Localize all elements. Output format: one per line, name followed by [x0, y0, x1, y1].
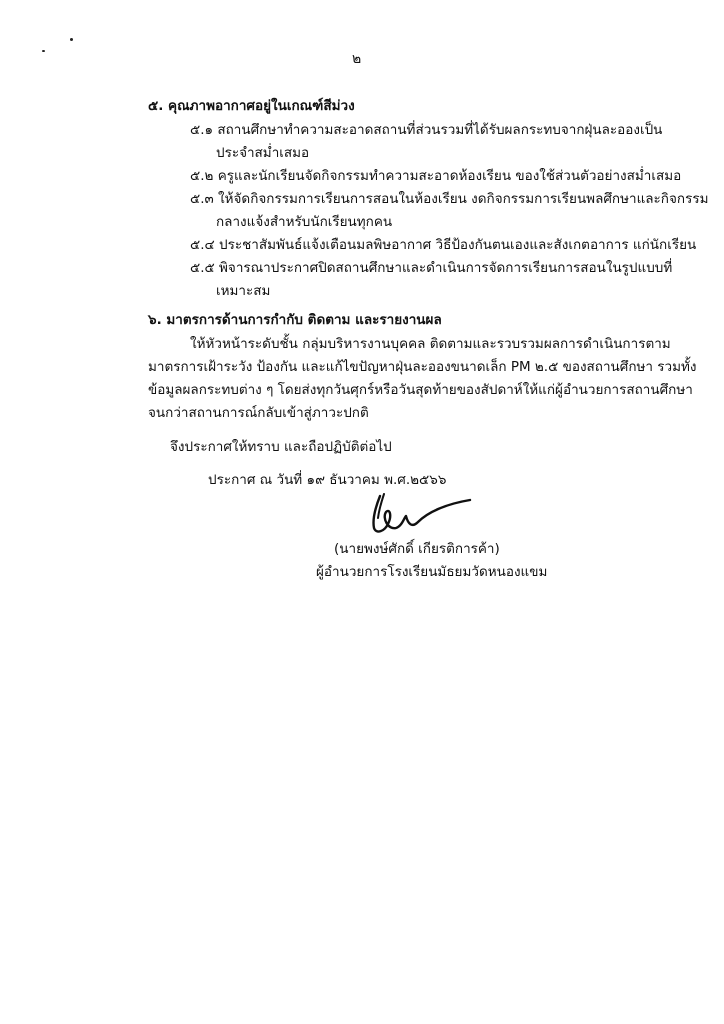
signatory-name: (นายพงษ์ศักดิ์ เกียรติการค้า): [334, 541, 500, 557]
list-item-5-1-line-1: ๕.๑ สถานศึกษาทำความสะอาดสถานที่ส่วนรวมที่ได้รับผลกระทบจากฝุ่นละอองเป็น: [190, 122, 663, 138]
closing-statement: จึงประกาศให้ทราบ และถือปฏิบัติต่อไป: [170, 439, 392, 455]
paragraph-line: ให้หัวหน้าระดับชั้น กลุ่มบริหารงานบุคคล ติดตามและรวบรวมผลการดำเนินการตาม: [190, 336, 671, 352]
scan-speck: [42, 50, 45, 52]
list-item-5-4-line-1: ๕.๔ ประชาสัมพันธ์แจ้งเตือนมลพิษอากาศ วิธีป้องกันตนเองและสังเกตอาการ แก่นักเรียน: [190, 237, 697, 253]
signatory-position: ผู้อำนวยการโรงเรียนมัธยมวัดหนองแขม: [316, 564, 548, 580]
section-6-heading: ๖. มาตรการด้านการกำกับ ติดตาม และรายงานผล: [148, 312, 442, 328]
list-item-5-5-line-2: เหมาะสม: [216, 283, 271, 299]
announcement-date: ประกาศ ณ วันที่ ๑๙ ธันวาคม พ.ศ.๒๕๖๖: [208, 472, 447, 488]
list-item-5-2-line-1: ๕.๒ ครูและนักเรียนจัดกิจกรรมทำความสะอาดห้องเรียน ของใช้ส่วนตัวอย่างสม่ำเสมอ: [190, 168, 682, 184]
section-5-heading: ๕. คุณภาพอากาศอยู่ในเกณฑ์สีม่วง: [148, 98, 355, 114]
scan-speck: [70, 38, 73, 41]
handwritten-signature: [366, 488, 476, 540]
list-item-5-5-line-1: ๕.๕ พิจารณาประกาศปิดสถานศึกษาและดำเนินการจัดการเรียนการสอนในรูปแบบที่: [190, 260, 673, 276]
page-number: ๒: [352, 51, 362, 67]
paragraph-line: มาตรการเฝ้าระวัง ป้องกัน และแก้ไขปัญหาฝุ่นละอองขนาดเล็ก PM ๒.๕ ของสถานศึกษา รวมทั้ง: [148, 359, 697, 375]
list-item-5-3-line-2: กลางแจ้งสำหรับนักเรียนทุกคน: [216, 214, 393, 230]
paragraph-line: ข้อมูลผลกระทบต่าง ๆ โดยส่งทุกวันศุกร์หรือวันสุดท้ายของสัปดาห์ให้แก่ผู้อำนวยการสถานศึกษา: [148, 382, 693, 398]
paragraph-line: จนกว่าสถานการณ์กลับเข้าสู่ภาวะปกติ: [148, 405, 369, 421]
list-item-5-3-line-1: ๕.๓ ให้จัดกิจกรรมการเรียนการสอนในห้องเรียน งดกิจกรรมการเรียนพลศึกษาและกิจกรรม: [190, 191, 709, 207]
list-item-5-1-line-2: ประจำสม่ำเสมอ: [216, 145, 310, 161]
